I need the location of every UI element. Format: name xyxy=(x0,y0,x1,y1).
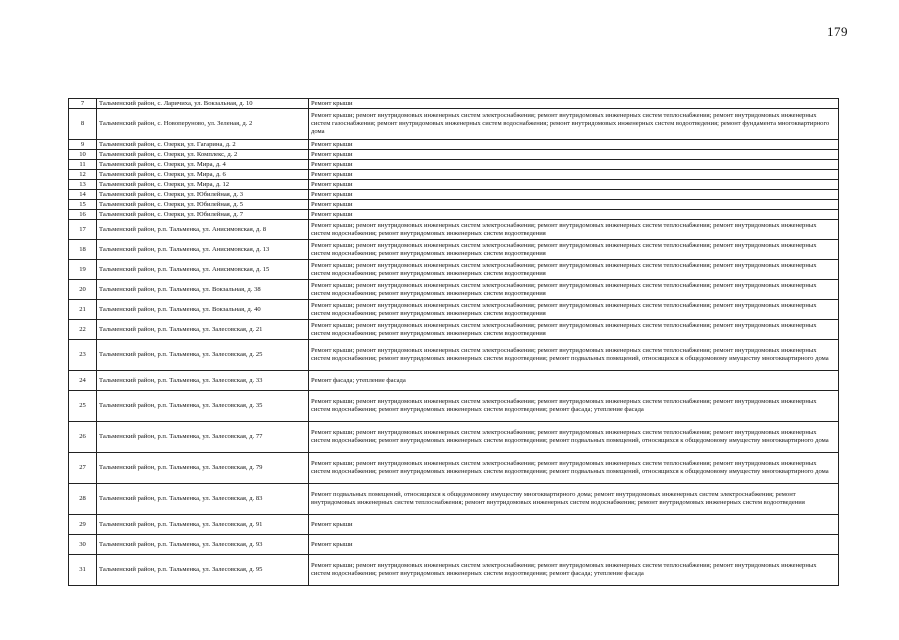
row-work-description: Ремонт крыши; ремонт внутридомовых инженерных систем электроснабжения; ремонт внутридомовых инженерных систем теплоснабжения; ремонт внутридомовых инженерных систем водоснабжения; ремонт внутридомовых инженерных систем водоотведения xyxy=(309,240,839,260)
table-row xyxy=(69,555,839,586)
row-address: Тальменский район, с. Озерки, ул. Мира, д. 12 xyxy=(97,180,309,190)
row-work-description: Ремонт крыши xyxy=(309,180,839,190)
row-address: Тальменский район, с. Озерки, ул. Комплекс, д. 2 xyxy=(97,150,309,160)
table-row xyxy=(69,109,839,140)
row-address: Тальменский район, с. Ларичиха, ул. Вокзальная, д. 10 xyxy=(97,99,309,109)
table-row xyxy=(69,535,839,555)
row-number: 31 xyxy=(69,555,97,586)
row-number: 15 xyxy=(69,200,97,210)
table-body xyxy=(69,99,839,586)
row-address: Тальменский район, с. Озерки, ул. Гагарина, д. 2 xyxy=(97,140,309,150)
row-address: Тальменский район, с. Озерки, ул. Мира, д. 4 xyxy=(97,160,309,170)
table-row xyxy=(69,280,839,300)
row-address: Тальменский район, с. Озерки, ул. Юбилейная, д. 5 xyxy=(97,200,309,210)
row-work-description: Ремонт крыши; ремонт внутридомовых инженерных систем электроснабжения; ремонт внутридомовых инженерных систем теплоснабжения; ремонт внутридомовых инженерных систем водоснабжения; ремонт внутридомовых инженерных систем водоотведения; ремонт фасада; утепление фасада xyxy=(309,555,839,586)
row-number: 23 xyxy=(69,340,97,371)
table-row xyxy=(69,260,839,280)
row-number: 24 xyxy=(69,371,97,391)
row-address: Тальменский район, р.п. Тальменка, ул. Залесовская, д. 91 xyxy=(97,515,309,535)
row-work-description: Ремонт крыши; ремонт внутридомовых инженерных систем электроснабжения; ремонт внутридомовых инженерных систем теплоснабжения; ремонт внутридомовых инженерных систем водоснабжения; ремонт внутридомовых инженерных систем водоотведения; ремонт подвальных помещений, относящихся к общедомовому имуществу многоквартирного дома xyxy=(309,422,839,453)
row-number: 7 xyxy=(69,99,97,109)
row-number: 17 xyxy=(69,220,97,240)
row-number: 16 xyxy=(69,210,97,220)
row-work-description: Ремонт крыши xyxy=(309,535,839,555)
table-row xyxy=(69,99,839,109)
row-work-description: Ремонт крыши xyxy=(309,140,839,150)
table-row xyxy=(69,320,839,340)
row-work-description: Ремонт крыши; ремонт внутридомовых инженерных систем электроснабжения; ремонт внутридомовых инженерных систем теплоснабжения; ремонт внутридомовых инженерных систем водоснабжения; ремонт внутридомовых инженерных систем водоотведения; ремонт подвальных помещений, относящихся к общедомовому имуществу многоквартирного дома xyxy=(309,340,839,371)
row-work-description: Ремонт крыши xyxy=(309,200,839,210)
row-address: Тальменский район, р.п. Тальменка, ул. Залесовская, д. 35 xyxy=(97,391,309,422)
row-number: 22 xyxy=(69,320,97,340)
table-row xyxy=(69,240,839,260)
repair-table xyxy=(68,98,839,586)
row-number: 14 xyxy=(69,190,97,200)
row-work-description: Ремонт крыши; ремонт внутридомовых инженерных систем электроснабжения; ремонт внутридомовых инженерных систем теплоснабжения; ремонт внутридомовых инженерных систем водоснабжения; ремонт внутридомовых инженерных систем водоотведения; ремонт фасада; утепление фасада xyxy=(309,391,839,422)
row-number: 25 xyxy=(69,391,97,422)
table-row xyxy=(69,150,839,160)
row-address: Тальменский район, р.п. Тальменка, ул. Анисимовская, д. 15 xyxy=(97,260,309,280)
row-address: Тальменский район, с. Озерки, ул. Юбилейная, д. 3 xyxy=(97,190,309,200)
row-number: 13 xyxy=(69,180,97,190)
row-address: Тальменский район, р.п. Тальменка, ул. Анисимовская, д. 8 xyxy=(97,220,309,240)
table-row xyxy=(69,190,839,200)
table-row xyxy=(69,210,839,220)
table-row xyxy=(69,371,839,391)
row-work-description: Ремонт крыши xyxy=(309,160,839,170)
row-number: 26 xyxy=(69,422,97,453)
page-number: 179 xyxy=(827,24,848,39)
table-row xyxy=(69,484,839,515)
row-address: Тальменский район, р.п. Тальменка, ул. Залесовская, д. 83 xyxy=(97,484,309,515)
row-address: Тальменский район, с. Озерки, ул. Мира, д. 6 xyxy=(97,170,309,180)
table-row xyxy=(69,515,839,535)
row-number: 29 xyxy=(69,515,97,535)
row-work-description: Ремонт подвальных помещений, относящихся к общедомовому имуществу многоквартирного дома; ремонт внутридомовых инженерных систем электроснабжения; ремонт внутридомовых инженерных систем теплоснабжения; ремонт внутридомовых инженерных систем водоснабжения; ремонт внутридомовых инженерных систем водоотведения xyxy=(309,484,839,515)
row-address: Тальменский район, р.п. Тальменка, ул. Анисимовская, д. 13 xyxy=(97,240,309,260)
row-work-description: Ремонт крыши xyxy=(309,190,839,200)
row-address: Тальменский район, р.п. Тальменка, ул. Залесовская, д. 95 xyxy=(97,555,309,586)
row-work-description: Ремонт крыши; ремонт внутридомовых инженерных систем электроснабжения; ремонт внутридомовых инженерных систем теплоснабжения; ремонт внутридомовых инженерных систем водоснабжения; ремонт внутридомовых инженерных систем водоотведения xyxy=(309,300,839,320)
row-work-description: Ремонт крыши; ремонт внутридомовых инженерных систем электроснабжения; ремонт внутридомовых инженерных систем теплоснабжения; ремонт внутридомовых инженерных систем водоснабжения; ремонт внутридомовых инженерных систем водоотведения xyxy=(309,280,839,300)
row-work-description: Ремонт крыши; ремонт внутридомовых инженерных систем электроснабжения; ремонт внутридомовых инженерных систем теплоснабжения; ремонт внутридомовых инженерных систем водоснабжения; ремонт внутридомовых инженерных систем водоотведения xyxy=(309,220,839,240)
table-row xyxy=(69,340,839,371)
row-number: 18 xyxy=(69,240,97,260)
row-number: 9 xyxy=(69,140,97,150)
table-row xyxy=(69,220,839,240)
table-row xyxy=(69,391,839,422)
row-address: Тальменский район, р.п. Тальменка, ул. Залесовская, д. 77 xyxy=(97,422,309,453)
row-address: Тальменский район, с. Озерки, ул. Юбилейная, д. 7 xyxy=(97,210,309,220)
row-address: Тальменский район, р.п. Тальменка, ул. Вокзальная, д. 38 xyxy=(97,280,309,300)
row-work-description: Ремонт крыши xyxy=(309,150,839,160)
row-address: Тальменский район, с. Новоперуново, ул. Зеленая, д. 2 xyxy=(97,109,309,140)
table-row xyxy=(69,140,839,150)
row-number: 28 xyxy=(69,484,97,515)
row-work-description: Ремонт крыши xyxy=(309,515,839,535)
row-work-description: Ремонт фасада; утепление фасада xyxy=(309,371,839,391)
row-address: Тальменский район, р.п. Тальменка, ул. Залесовская, д. 21 xyxy=(97,320,309,340)
row-work-description: Ремонт крыши xyxy=(309,170,839,180)
row-work-description: Ремонт крыши; ремонт внутридомовых инженерных систем электроснабжения; ремонт внутридомовых инженерных систем теплоснабжения; ремонт внутридомовых инженерных систем водоснабжения; ремонт внутридомовых инженерных систем водоотведения xyxy=(309,260,839,280)
row-address: Тальменский район, р.п. Тальменка, ул. Вокзальная, д. 40 xyxy=(97,300,309,320)
row-number: 8 xyxy=(69,109,97,140)
row-number: 11 xyxy=(69,160,97,170)
row-work-description: Ремонт крыши xyxy=(309,210,839,220)
table-row xyxy=(69,200,839,210)
row-address: Тальменский район, р.п. Тальменка, ул. Залесовская, д. 79 xyxy=(97,453,309,484)
table-row xyxy=(69,160,839,170)
row-work-description: Ремонт крыши; ремонт внутридомовых инженерных систем электроснабжения; ремонт внутридомовых инженерных систем теплоснабжения; ремонт внутридомовых инженерных систем водоснабжения; ремонт внутридомовых инженерных систем водоотведения xyxy=(309,320,839,340)
row-number: 10 xyxy=(69,150,97,160)
row-work-description: Ремонт крыши xyxy=(309,99,839,109)
table-row xyxy=(69,422,839,453)
row-number: 12 xyxy=(69,170,97,180)
table-row xyxy=(69,170,839,180)
row-number: 21 xyxy=(69,300,97,320)
row-address: Тальменский район, р.п. Тальменка, ул. Залесовская, д. 33 xyxy=(97,371,309,391)
row-work-description: Ремонт крыши; ремонт внутридомовых инженерных систем электроснабжения; ремонт внутридомовых инженерных систем теплоснабжения; ремонт внутридомовых инженерных систем газоснабжения; ремонт внутридомовых инженерных систем водоснабжения; ремонт внутридомовых инженерных систем водоотведения; ремонт фундамента многоквартирного дома xyxy=(309,109,839,140)
row-address: Тальменский район, р.п. Тальменка, ул. Залесовская, д. 93 xyxy=(97,535,309,555)
row-address: Тальменский район, р.п. Тальменка, ул. Залесовская, д. 25 xyxy=(97,340,309,371)
row-number: 20 xyxy=(69,280,97,300)
row-number: 19 xyxy=(69,260,97,280)
table-row xyxy=(69,453,839,484)
row-number: 30 xyxy=(69,535,97,555)
table-row xyxy=(69,180,839,190)
row-number: 27 xyxy=(69,453,97,484)
row-work-description: Ремонт крыши; ремонт внутридомовых инженерных систем электроснабжения; ремонт внутридомовых инженерных систем теплоснабжения; ремонт внутридомовых инженерных систем водоснабжения; ремонт внутридомовых инженерных систем водоотведения; ремонт подвальных помещений, относящихся к общедомовому имуществу многоквартирного дома xyxy=(309,453,839,484)
table-row xyxy=(69,300,839,320)
